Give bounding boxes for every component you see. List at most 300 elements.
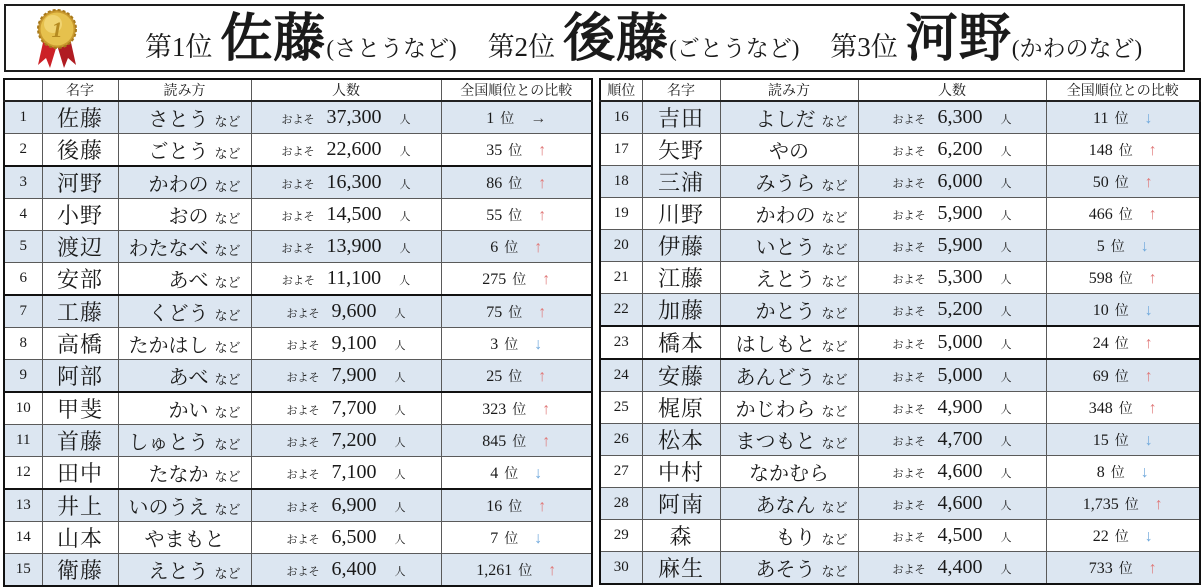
trend-down-arrow-icon: ↓ [1144,527,1153,545]
count-cell [858,101,1046,134]
count-cell [251,457,441,490]
table-row [4,489,592,522]
reading-cell [118,101,251,134]
surname-cell: 松本 [642,424,720,456]
trend-down-arrow-icon: ↓ [1144,431,1153,449]
rank-cell: 8 [4,328,42,360]
national-rank-unit: 位 [1118,271,1133,287]
count-unit: 人 [1000,146,1012,158]
rank-column-header [4,79,42,101]
reading-suffix: など [821,178,848,193]
reading-cell [118,263,251,296]
rank3-label: 第3位 [830,32,898,63]
rank-cell: 23 [600,326,642,359]
table-row [4,392,592,425]
count-unit: 人 [394,437,406,449]
reading-cell [118,166,251,199]
count-value: 4,600 [937,492,983,514]
rank-cell: 25 [600,392,642,424]
national-rank-unit: 位 [1114,175,1129,191]
table-row [600,488,1200,520]
national-rank-unit: 位 [508,305,523,321]
reading-cell [720,262,858,294]
table-row [4,134,592,167]
reading-suffix: など [214,405,241,420]
reading-text: おの [168,206,209,228]
surname-cell: 麻生 [642,552,720,585]
count-unit: 人 [394,534,406,546]
national-rank-value: 275 [482,270,507,288]
trend-same-arrow-icon: → [530,109,547,127]
reading-cell [118,134,251,167]
national-rank-unit: 位 [508,176,523,192]
table-row [4,328,592,360]
reading-text: くどう [148,303,209,325]
reading-cell [720,294,858,327]
count-unit: 人 [1000,500,1012,512]
comparison-cell [441,328,592,360]
reading-suffix: など [214,566,241,581]
count-cell [251,263,441,296]
rank2-reading: (ごとうなど) [669,36,800,62]
rank-cell: 15 [4,554,42,587]
reading-cell [720,359,858,392]
trend-down-arrow-icon: ↓ [534,464,543,482]
national-rank-value: 348 [1088,399,1113,417]
count-column-header: 人数 [251,79,441,101]
rank1-surname: 佐藤 [220,11,327,69]
count-cell [251,392,441,425]
reading-suffix: など [821,372,848,387]
count-prefix: およそ [892,339,926,351]
national-rank-unit: 位 [508,369,523,385]
count-unit: 人 [394,405,406,417]
count-value: 13,900 [326,235,382,257]
reading-suffix: など [214,340,241,355]
national-rank-value: 50 [1092,173,1109,191]
rank-cell: 19 [600,198,642,230]
trend-down-arrow-icon: ↓ [534,529,543,547]
surname-cell: 安部 [42,263,118,296]
count-value: 5,000 [937,364,983,386]
reading-suffix: など [214,437,241,452]
national-rank-unit: 位 [1118,401,1133,417]
title-banner [4,4,1185,72]
national-rank-value: 733 [1088,559,1113,577]
trend-up-arrow-icon: ↑ [1144,173,1153,191]
reading-text: あんどう [735,367,816,389]
national-rank-unit: 位 [512,272,527,288]
national-rank-value: 75 [486,303,503,321]
rank-cell: 18 [600,166,642,198]
table-row [4,263,592,296]
count-cell [251,554,441,587]
count-value: 6,000 [937,170,983,192]
surname-cell: 阿部 [42,360,118,393]
table-row [4,295,592,328]
count-value: 4,900 [937,396,983,418]
count-prefix: およそ [892,436,926,448]
count-value: 4,700 [937,428,983,450]
reading-text: えとう [755,269,816,291]
reading-text: あべ [168,367,209,389]
table-header-row [4,79,592,101]
reading-cell [118,360,251,393]
count-unit: 人 [399,179,411,191]
count-value: 6,200 [937,138,983,160]
comparison-cell [441,489,592,522]
count-value: 5,200 [937,298,983,320]
reading-text: かい [168,400,209,422]
reading-cell [720,230,858,262]
comparison-cell [441,166,592,199]
surname-cell: 山本 [42,522,118,554]
count-unit: 人 [1000,306,1012,318]
rank-cell: 30 [600,552,642,585]
trend-up-arrow-icon: ↑ [1148,205,1157,223]
trend-down-arrow-icon: ↓ [534,335,543,353]
national-rank-unit: 位 [504,337,519,353]
count-value: 6,900 [331,494,377,516]
count-unit: 人 [1000,372,1012,384]
count-prefix: およそ [286,502,320,514]
reading-text: さとう [148,109,209,131]
comparison-cell [441,263,592,296]
ranking-table-1-15 [3,78,593,587]
count-unit: 人 [394,308,406,320]
rank2-label: 第2位 [487,32,556,63]
reading-cell [720,392,858,424]
count-unit: 人 [394,502,406,514]
reading-text: たかはし [128,335,209,357]
national-rank-value: 845 [482,432,507,450]
comparison-cell [1046,101,1200,134]
surname-cell: 矢野 [642,134,720,166]
rank-cell: 21 [600,262,642,294]
rank2-surname: 後藤 [563,11,670,69]
title-entry-1 [144,11,457,69]
national-rank-unit: 位 [1110,239,1125,255]
trend-up-arrow-icon: ↑ [1144,334,1153,352]
count-value: 16,300 [326,171,382,193]
count-column-header: 人数 [858,79,1046,101]
national-rank-value: 1,261 [476,561,513,579]
count-value: 22,600 [326,138,382,160]
reading-cell [720,488,858,520]
trend-up-arrow-icon: ↑ [1154,495,1163,513]
reading-text: いのうえ [128,497,209,519]
national-rank-value: 1,735 [1082,495,1119,513]
count-prefix: およそ [892,242,926,254]
count-prefix: およそ [892,210,926,222]
reading-text: かわの [755,205,816,227]
national-rank-value: 3 [490,335,499,353]
count-prefix: およそ [892,500,926,512]
count-prefix: およそ [281,114,315,126]
count-unit: 人 [1000,242,1012,254]
comparison-cell [441,295,592,328]
trend-up-arrow-icon: ↑ [542,432,551,450]
national-rank-unit: 位 [1114,433,1129,449]
reading-suffix: など [214,114,241,129]
count-value: 7,200 [331,429,377,451]
count-cell [251,522,441,554]
surname-cell: 田中 [42,457,118,490]
national-rank-value: 8 [1096,463,1105,481]
surname-cell: 渡辺 [42,231,118,263]
count-value: 9,100 [331,332,377,354]
count-unit: 人 [1000,210,1012,222]
comparison-cell [441,231,592,263]
national-rank-unit: 位 [1114,111,1129,127]
surname-cell: 井上 [42,489,118,522]
count-cell [251,489,441,522]
rank-cell: 6 [4,263,42,296]
title-entries [114,11,1173,69]
trend-down-arrow-icon: ↓ [1144,301,1153,319]
reading-suffix: など [821,404,848,419]
reading-cell [118,457,251,490]
national-rank-unit: 位 [500,111,515,127]
reading-suffix: など [821,339,848,354]
count-unit: 人 [1000,404,1012,416]
national-rank-unit: 位 [504,531,519,547]
national-rank-unit: 位 [1110,465,1125,481]
reading-suffix: など [821,306,848,321]
count-cell [858,230,1046,262]
count-unit: 人 [1000,436,1012,448]
count-cell [251,199,441,231]
rank-cell: 2 [4,134,42,167]
reading-cell [118,554,251,587]
count-prefix: およそ [286,566,320,578]
comparison-cell [1046,520,1200,552]
rank-cell: 9 [4,360,42,393]
national-rank-value: 35 [486,141,503,159]
national-rank-unit: 位 [508,499,523,515]
national-rank-unit: 位 [512,434,527,450]
comparison-cell [1046,230,1200,262]
reading-cell [720,326,858,359]
count-prefix: およそ [286,534,320,546]
table-row [600,166,1200,198]
table-row [600,424,1200,456]
comparison-column-header: 全国順位との比較 [1046,79,1200,101]
count-cell [858,392,1046,424]
reading-cell [720,552,858,585]
count-cell [251,295,441,328]
reading-cell [720,198,858,230]
national-rank-unit: 位 [508,143,523,159]
trend-down-arrow-icon: ↓ [1140,237,1149,255]
national-rank-value: 598 [1088,269,1113,287]
count-cell [858,552,1046,585]
surname-column-header: 名字 [42,79,118,101]
count-cell [251,101,441,134]
table-row [4,554,592,587]
rank-cell: 27 [600,456,642,488]
comparison-cell [1046,166,1200,198]
count-prefix: およそ [286,372,320,384]
comparison-cell [1046,392,1200,424]
rank-cell: 28 [600,488,642,520]
national-rank-value: 323 [482,400,507,418]
count-unit: 人 [1000,468,1012,480]
national-rank-value: 6 [490,238,499,256]
count-prefix: およそ [892,372,926,384]
count-value: 4,400 [937,556,983,578]
count-cell [858,424,1046,456]
rank-cell: 13 [4,489,42,522]
trend-up-arrow-icon: ↑ [1144,367,1153,385]
reading-text: わたなべ [128,238,209,260]
surname-cell: 衛藤 [42,554,118,587]
count-prefix: およそ [892,146,926,158]
reading-text: かわの [148,174,209,196]
reading-text: よしだ [755,109,816,131]
title-entry-2 [487,11,800,69]
count-prefix: およそ [286,308,320,320]
count-prefix: およそ [286,437,320,449]
count-prefix: およそ [281,211,315,223]
count-value: 14,500 [326,203,382,225]
surname-cell: 工藤 [42,295,118,328]
surname-cell: 阿南 [642,488,720,520]
trend-up-arrow-icon: ↑ [542,400,551,418]
reading-column-header: 読み方 [720,79,858,101]
count-value: 11,100 [326,267,382,289]
reading-suffix: など [214,372,241,387]
national-rank-value: 24 [1092,334,1109,352]
rank-cell: 5 [4,231,42,263]
count-unit: 人 [1000,274,1012,286]
trend-up-arrow-icon: ↑ [1148,399,1157,417]
comparison-cell [441,425,592,457]
national-rank-value: 16 [486,497,503,515]
trend-up-arrow-icon: ↑ [1148,141,1157,159]
count-cell [858,520,1046,552]
national-rank-unit: 位 [508,208,523,224]
surname-cell: 後藤 [42,134,118,167]
reading-suffix: など [214,211,241,226]
comparison-cell [1046,488,1200,520]
count-prefix: およそ [281,243,315,255]
count-cell [858,134,1046,166]
count-unit: 人 [1000,114,1012,126]
count-value: 7,100 [331,461,377,483]
reading-text: なかむら [749,463,829,485]
count-prefix: およそ [286,340,320,352]
table-row [600,198,1200,230]
national-rank-value: 86 [486,174,503,192]
count-prefix: およそ [892,274,926,286]
surname-cell: 安藤 [642,359,720,392]
table-header-row [600,79,1200,101]
rank-cell: 22 [600,294,642,327]
table-row [4,231,592,263]
rank-cell: 12 [4,457,42,490]
table-row [600,294,1200,327]
reading-suffix: など [214,275,241,290]
count-cell [251,231,441,263]
national-rank-unit: 位 [1114,336,1129,352]
national-rank-value: 55 [486,206,503,224]
national-rank-value: 22 [1092,527,1109,545]
count-cell [251,360,441,393]
count-value: 6,300 [937,106,983,128]
national-rank-unit: 位 [1118,143,1133,159]
surname-cell: 中村 [642,456,720,488]
table-row [4,425,592,457]
count-value: 4,500 [937,524,983,546]
reading-cell [720,456,858,488]
table-row [600,552,1200,585]
count-value: 37,300 [326,106,382,128]
surname-cell: 首藤 [42,425,118,457]
table-row [4,101,592,134]
surname-cell: 高橋 [42,328,118,360]
reading-suffix: など [821,532,848,547]
count-cell [251,425,441,457]
reading-cell [118,425,251,457]
reading-cell [720,166,858,198]
count-cell [858,294,1046,327]
trend-up-arrow-icon: ↑ [538,174,547,192]
reading-suffix: など [821,500,848,515]
rank-cell: 29 [600,520,642,552]
table-row [600,456,1200,488]
reading-suffix: など [214,308,241,323]
national-rank-unit: 位 [1118,561,1133,577]
count-unit: 人 [394,566,406,578]
comparison-cell [441,360,592,393]
reading-text: ごとう [148,141,209,163]
surname-cell: 甲斐 [42,392,118,425]
comparison-cell [1046,198,1200,230]
national-rank-unit: 位 [1114,529,1129,545]
national-rank-value: 11 [1093,109,1109,127]
national-rank-unit: 位 [518,563,533,579]
reading-suffix: など [214,502,241,517]
comparison-cell [441,134,592,167]
count-prefix: およそ [286,405,320,417]
reading-suffix: など [821,210,848,225]
surname-cell: 橋本 [642,326,720,359]
national-rank-value: 5 [1096,237,1105,255]
svg-text:1: 1 [51,17,63,42]
count-cell [858,198,1046,230]
national-rank-unit: 位 [512,402,527,418]
count-unit: 人 [394,372,406,384]
count-cell [858,326,1046,359]
title-entry-3 [830,11,1143,69]
reading-cell [118,199,251,231]
count-unit: 人 [399,146,411,158]
reading-text: みうら [755,173,816,195]
surname-cell: 伊藤 [642,230,720,262]
rank-cell: 3 [4,166,42,199]
rank-cell: 10 [4,392,42,425]
trend-up-arrow-icon: ↑ [538,303,547,321]
comparison-cell [1046,134,1200,166]
count-prefix: およそ [281,146,315,158]
trend-down-arrow-icon: ↓ [1140,463,1149,481]
count-cell [251,134,441,167]
count-value: 5,900 [937,234,983,256]
rank-cell: 4 [4,199,42,231]
comparison-cell [1046,424,1200,456]
count-unit: 人 [1000,532,1012,544]
